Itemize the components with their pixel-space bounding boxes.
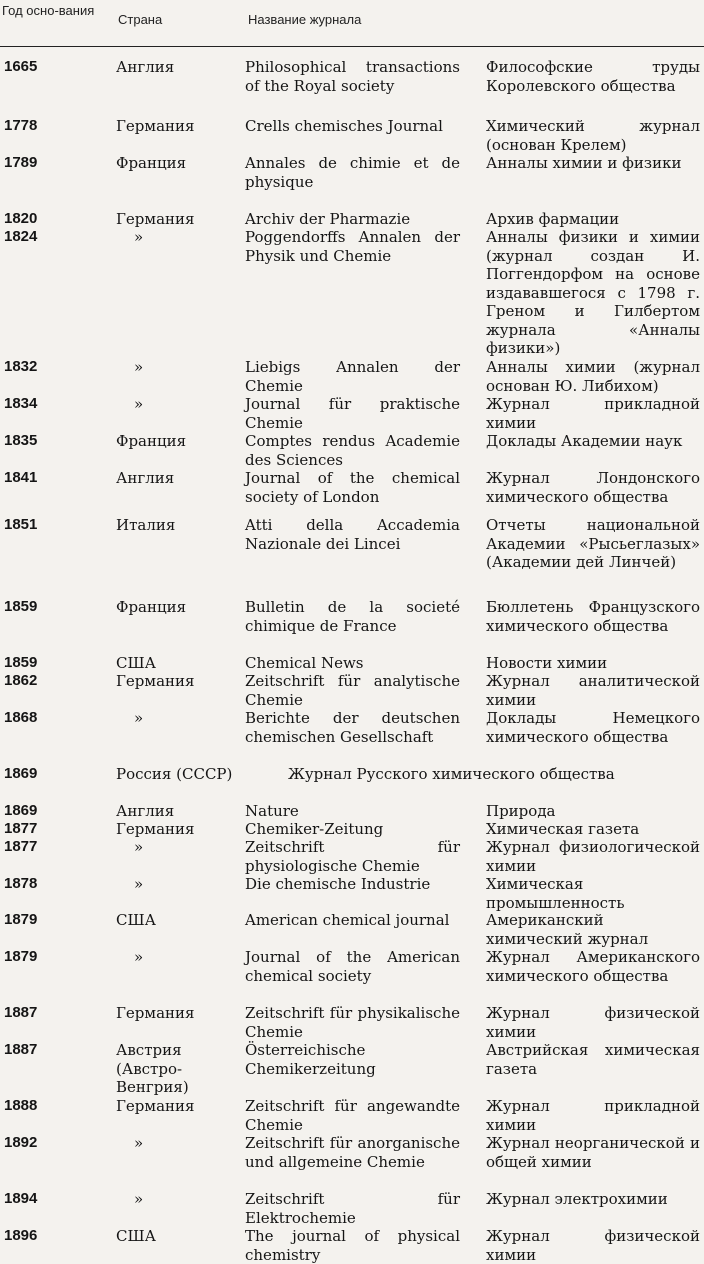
row-country: » xyxy=(134,709,144,727)
row-year: 1868 xyxy=(4,709,38,726)
row-country: Россия (СССР) xyxy=(116,765,233,783)
row-year: 1877 xyxy=(4,820,38,837)
row-year: 1832 xyxy=(4,358,38,375)
row-year: 1820 xyxy=(4,210,38,227)
row-year: 1869 xyxy=(4,802,38,819)
row-russian-title: Журнал неорганической и общей химии xyxy=(486,1134,700,1171)
row-year: 1879 xyxy=(4,948,38,965)
row-original-title: Journal of the chemical society of London xyxy=(245,469,460,506)
row-country: Германия xyxy=(116,1004,195,1022)
row-russian-title: Архив фармации xyxy=(486,210,620,228)
table-row xyxy=(0,911,704,948)
row-year: 1894 xyxy=(4,1190,38,1207)
row-country: Англия xyxy=(116,58,175,76)
row-year: 1851 xyxy=(4,516,38,533)
row-country: Германия xyxy=(116,1097,195,1115)
row-original-title: Chemiker-Zeitung xyxy=(245,820,384,838)
row-original-title: American chemical journal xyxy=(245,911,450,929)
row-year: 1778 xyxy=(4,117,38,134)
row-russian-title: Доклады Немецкого химического общества xyxy=(486,709,700,746)
row-russian-title: Журнал электрохимии xyxy=(486,1190,668,1208)
row-country: » xyxy=(134,948,144,966)
row-original-title: Bulletin de la societé chimique de France xyxy=(245,598,460,635)
row-original-title: The journal of physical chemistry xyxy=(245,1227,460,1264)
header-rule xyxy=(0,46,704,47)
row-russian-title: Природа xyxy=(486,802,556,820)
row-russian-title: Анналы химии и физики xyxy=(486,154,682,172)
row-original-title: Zeitschrift für Elektrochemie xyxy=(245,1190,460,1227)
row-year: 1835 xyxy=(4,432,38,449)
row-original-title: Zeitschrift für physikalische Chemie xyxy=(245,1004,460,1041)
row-country: США xyxy=(116,654,156,672)
table-row xyxy=(0,672,704,709)
row-country: Австрия (Австро-Венгрия) xyxy=(116,1041,189,1096)
row-year: 1859 xyxy=(4,654,38,671)
row-year: 1888 xyxy=(4,1097,38,1114)
row-original-title: Berichte der deutschen chemischen Gesellschaft xyxy=(245,709,460,746)
row-original-title: Zeitschrift für anorganische und allgemeine Chemie xyxy=(245,1134,460,1171)
row-russian-title: Новости химии xyxy=(486,654,608,672)
row-year: 1877 xyxy=(4,838,38,855)
row-year: 1879 xyxy=(4,911,38,928)
row-original-title: Zeitschrift für angewandte Chemie xyxy=(245,1097,460,1134)
row-russian-title: Журнал прикладной химии xyxy=(486,1097,700,1134)
row-country: Англия xyxy=(116,802,175,820)
row-country: » xyxy=(134,1134,144,1152)
row-year: 1789 xyxy=(4,154,38,171)
row-year: 1665 xyxy=(4,58,38,75)
row-russian-title: Химическая газета xyxy=(486,820,640,838)
row-original-title: Österreichische Chemikerzeitung xyxy=(245,1041,376,1078)
row-country: Германия xyxy=(116,117,195,135)
row-russian-title: Журнал аналитической химии xyxy=(486,672,700,709)
row-russian-title: Химический журнал (основан Крелем) xyxy=(486,117,700,154)
table-row xyxy=(0,395,704,432)
row-original-title: Comptes rendus Academie des Sciences xyxy=(245,432,460,469)
table-row xyxy=(0,228,704,358)
row-country: Англия xyxy=(116,469,175,487)
header-country: Страна xyxy=(118,12,163,27)
row-country: США xyxy=(116,1227,156,1245)
table-row xyxy=(0,875,704,911)
row-journal-title-spanning: Журнал Русского химического общества xyxy=(288,765,615,783)
row-year: 1892 xyxy=(4,1134,38,1151)
row-country: Франция xyxy=(116,432,187,450)
table-row xyxy=(0,1227,704,1264)
row-country: » xyxy=(134,838,144,856)
row-russian-title: Бюллетень Французского химического общества xyxy=(486,598,700,635)
row-original-title: Atti della Accademia Nazionale dei Lincei xyxy=(245,516,460,553)
table-row xyxy=(0,210,704,228)
row-russian-title: Химическая промышленность xyxy=(486,875,625,912)
table-row xyxy=(0,654,704,672)
table-row xyxy=(0,516,704,598)
row-country: Франция xyxy=(116,154,187,172)
row-russian-title: Отчеты национальной Академии «Рысьеглазых» (Академии дей Линчей) xyxy=(486,516,700,571)
row-russian-title: Американский химический журнал xyxy=(486,911,649,948)
table-row xyxy=(0,154,704,210)
row-country: » xyxy=(134,228,144,246)
table-row xyxy=(0,802,704,820)
table-row xyxy=(0,1004,704,1041)
row-country: » xyxy=(134,395,144,413)
table-row xyxy=(0,58,704,117)
row-original-title: Philosophical transactions of the Royal society xyxy=(245,58,460,95)
row-year: 1869 xyxy=(4,765,38,782)
row-original-title: Crells chemisches Journal xyxy=(245,117,443,135)
row-year: 1887 xyxy=(4,1041,38,1058)
row-original-title: Journal of the American chemical society xyxy=(245,948,460,985)
table-row xyxy=(0,820,704,838)
row-year: 1834 xyxy=(4,395,38,412)
header-journal-title: Название журнала xyxy=(248,12,362,27)
row-russian-title: Журнал физической химии xyxy=(486,1227,700,1264)
row-russian-title: Австрийская химическая газета xyxy=(486,1041,700,1078)
row-country: » xyxy=(134,358,144,376)
row-year: 1896 xyxy=(4,1227,38,1244)
row-russian-title: Журнал Американского химического общества xyxy=(486,948,700,985)
row-russian-title: Анналы физики и химии (журнал создан И. Поггендорфом на основе издававшегося с 1798 г. Греном и Гилбертом журнала «Анналы физики») xyxy=(486,228,700,357)
row-russian-title: Анналы химии (журнал основан Ю. Либихом) xyxy=(486,358,700,395)
table-row xyxy=(0,598,704,654)
row-year: 1862 xyxy=(4,672,38,689)
row-original-title: Archiv der Pharmazie xyxy=(245,210,411,228)
row-country: США xyxy=(116,911,156,929)
row-russian-title: Философские труды Королевского общества xyxy=(486,58,700,95)
row-country: Германия xyxy=(116,210,195,228)
table-row xyxy=(0,838,704,875)
row-russian-title: Доклады Академии наук xyxy=(486,432,683,450)
row-year: 1859 xyxy=(4,598,38,615)
table-row xyxy=(0,358,704,395)
row-country: » xyxy=(134,1190,144,1208)
row-russian-title: Журнал физиологической химии xyxy=(486,838,700,875)
row-year: 1887 xyxy=(4,1004,38,1021)
table-row xyxy=(0,709,704,765)
row-country: Италия xyxy=(116,516,176,534)
row-original-title: Nature xyxy=(245,802,299,820)
table-row xyxy=(0,469,704,516)
table-body xyxy=(0,58,704,1264)
table-row xyxy=(0,765,704,802)
table-row xyxy=(0,1041,704,1097)
row-country: Франция xyxy=(116,598,187,616)
table-row xyxy=(0,117,704,154)
row-russian-title: Журнал Лондонского химического общества xyxy=(486,469,700,506)
row-original-title: Zeitschrift für physiologische Chemie xyxy=(245,838,460,875)
table-row xyxy=(0,1190,704,1227)
row-original-title: Zeitschrift für analytische Chemie xyxy=(245,672,460,709)
header-year: Год осно-вания xyxy=(2,3,95,18)
row-russian-title: Журнал прикладной химии xyxy=(486,395,700,432)
table-header xyxy=(0,0,704,48)
table-row xyxy=(0,948,704,1004)
row-original-title: Chemical News xyxy=(245,654,364,672)
row-original-title: Liebigs Annalen der Chemie xyxy=(245,358,460,395)
row-original-title: Poggendorffs Annalen der Physik und Chemie xyxy=(245,228,460,265)
row-country: Германия xyxy=(116,672,195,690)
row-original-title: Die chemische Industrie xyxy=(245,875,431,893)
row-russian-title: Журнал физической химии xyxy=(486,1004,700,1041)
row-country: » xyxy=(134,875,144,893)
row-original-title: Journal für praktische Chemie xyxy=(245,395,460,432)
row-year: 1841 xyxy=(4,469,38,486)
table-row xyxy=(0,1097,704,1134)
table-row xyxy=(0,432,704,469)
row-original-title: Annales de chimie et de physique xyxy=(245,154,460,191)
row-year: 1824 xyxy=(4,228,38,245)
row-country: Германия xyxy=(116,820,195,838)
row-year: 1878 xyxy=(4,875,38,892)
table-row xyxy=(0,1134,704,1190)
